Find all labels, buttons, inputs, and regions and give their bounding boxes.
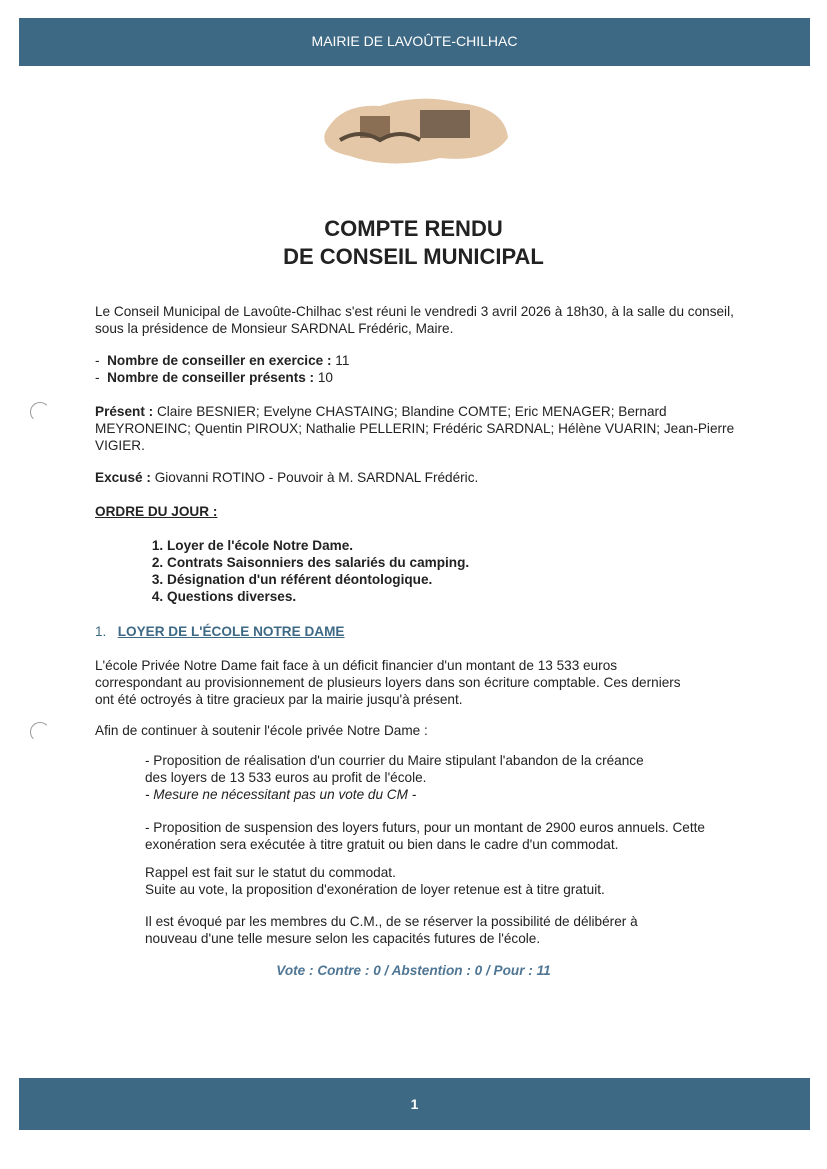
section-paragraph: Afin de continuer à soutenir l'école privée Notre Dame : [95, 723, 428, 738]
agenda-item: 3. Désignation d'un référent déontologique. [167, 571, 817, 588]
proposal-1-note: - Mesure ne nécessitant pas un vote du CM - [145, 787, 417, 802]
agenda-item: 2. Contrats Saisonniers des salariés du camping. [167, 554, 817, 571]
proposal-2: - Proposition de suspension des loyers futurs, pour un montant de 2900 euros annuels. Cette exonération sera exécutée à titre gratuit ou bien dans le cadre d'un commodat. [145, 820, 705, 852]
section-paragraph: L'école Privée Notre Dame fait face à un déficit financier d'un montant de 13 533 euros correspondant au provisionnement de plusieurs loyers dans son écriture comptable. Ces derniers ont été octroyés à titre gracieux par la mairie jusqu'à présent. [95, 658, 681, 707]
document-title: COMPTE RENDU DE CONSEIL MUNICIPAL [283, 216, 544, 269]
rappel: Rappel est fait sur le statut du commodat. [145, 865, 396, 880]
present-paragraph: Présent : Claire BESNIER; Evelyne CHASTAING; Blandine COMTE; Eric MENAGER; Bernard MEYRONEINC; Quentin PIROUX; Nathalie PELLERIN; Frédéric SARDNAL; Hélène VUARIN; Jean-Pierre VIGIER. [95, 404, 735, 453]
agenda-title: ORDRE DU JOUR : [95, 504, 218, 519]
footer-banner [19, 1078, 810, 1130]
section-heading: 1. LOYER DE L'ÉCOLE NOTRE DAME [95, 624, 345, 639]
suite: Suite au vote, la proposition d'exonération de loyer retenue est à titre gratuit. [145, 882, 605, 897]
count-exercice: - Nombre de conseiller en exercice : 11 [95, 353, 350, 368]
village-logo [320, 88, 510, 170]
agenda-item: 4. Questions diverses. [167, 588, 817, 605]
proposal-1: - Proposition de réalisation d'un courrier du Maire stipulant l'abandon de la créance des loyers de 13 533 euros au profit de l'école. [145, 753, 644, 785]
count-presents: - Nombre de conseiller présents : 10 [95, 370, 333, 385]
page-number: 1 [410, 1096, 419, 1112]
agenda-list [95, 537, 817, 605]
section-paragraph: Il est évoqué par les membres du C.M., de se réserver la possibilité de délibérer à nouveau d'une telle mesure selon les capacités futures de l'école. [145, 914, 638, 946]
counts-list [95, 352, 745, 386]
header-banner: MAIRIE DE LAVOÛTE-CHILHAC [19, 18, 810, 66]
excuse-paragraph: Excusé : Giovanni ROTINO - Pouvoir à M. SARDNAL Frédéric. [95, 470, 479, 485]
agenda-item: 1. Loyer de l'école Notre Dame. [167, 537, 817, 554]
punch-hole [30, 722, 50, 742]
vote-result: Vote : Contre : 0 / Abstention : 0 / Pour : 11 [276, 963, 551, 978]
punch-hole [30, 402, 50, 422]
intro-paragraph: Le Conseil Municipal de Lavoûte-Chilhac s'est réuni le vendredi 3 avril 2026 à 18h30, à la salle du conseil, sous la présidence de Monsieur SARDNAL Frédéric, Maire. [95, 304, 734, 336]
